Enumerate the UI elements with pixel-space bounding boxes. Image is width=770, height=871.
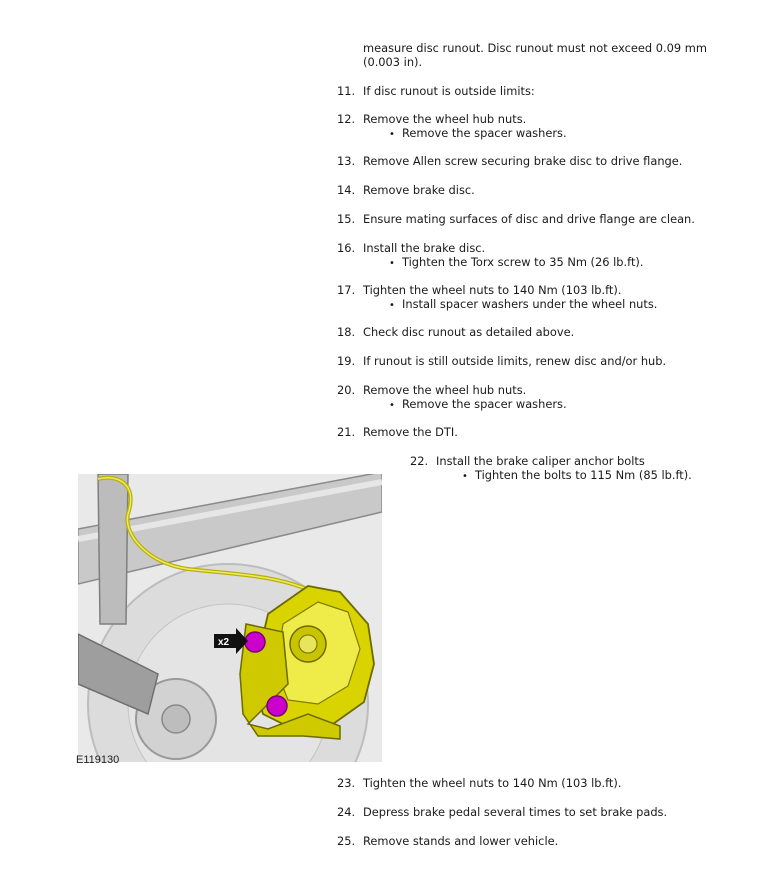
continuation-line-1: measure disc runout. Disc runout must not exceed 0.09 mm xyxy=(363,41,707,55)
step-text: Remove stands and lower vehicle. xyxy=(363,834,559,848)
step-number: 12. xyxy=(337,112,356,126)
step-10-continuation xyxy=(363,41,753,69)
step-number: 13. xyxy=(337,154,356,168)
step-text: If runout is still outside limits, renew disc and/or hub. xyxy=(363,354,667,368)
anchor-bolt-lower xyxy=(267,696,287,716)
step-text: Remove brake disc. xyxy=(363,183,475,197)
step-number: 16. xyxy=(337,241,356,255)
step-22 xyxy=(410,454,770,484)
step-text: Remove the DTI. xyxy=(363,425,458,439)
step-number: 21. xyxy=(337,425,356,439)
step-text: Check disc runout as detailed above. xyxy=(363,325,575,339)
sub-step-bullet: • Tighten the bolts to 115 Nm (85 lb.ft). xyxy=(410,468,770,484)
step-12 xyxy=(337,112,757,142)
step-text: Remove Allen screw securing brake disc to drive flange. xyxy=(363,154,683,168)
callout-label: x2 xyxy=(218,637,230,648)
step-15 xyxy=(337,212,757,226)
step-number: 23. xyxy=(337,776,356,790)
step-16 xyxy=(337,241,757,271)
step-number: 24. xyxy=(337,805,356,819)
step-24 xyxy=(337,805,757,819)
brake-caliper-illustration xyxy=(78,474,382,762)
sub-step-bullet: • Install spacer washers under the wheel nuts. xyxy=(337,297,757,313)
step-number: 25. xyxy=(337,834,356,848)
sub-step-bullet: • Tighten the Torx screw to 35 Nm (26 lb.ft). xyxy=(337,255,757,271)
step-text: Install the brake disc. xyxy=(363,241,486,255)
sub-step-bullet: • Remove the spacer washers. xyxy=(337,126,757,142)
step-text: Remove the wheel hub nuts. xyxy=(363,112,527,126)
step-text: If disc runout is outside limits: xyxy=(363,84,535,98)
anchor-bolt-upper xyxy=(245,632,265,652)
step-number: 17. xyxy=(337,283,356,297)
step-text: Remove the wheel hub nuts. xyxy=(363,383,527,397)
step-text: Tighten the wheel nuts to 140 Nm (103 lb.ft). xyxy=(363,776,622,790)
step-13 xyxy=(337,154,757,168)
step-text: Ensure mating surfaces of disc and drive flange are clean. xyxy=(363,212,695,226)
step-17 xyxy=(337,283,757,313)
step-14 xyxy=(337,183,757,197)
step-number: 11. xyxy=(337,84,356,98)
step-number: 22. xyxy=(410,454,429,468)
step-number: 15. xyxy=(337,212,356,226)
step-number: 20. xyxy=(337,383,356,397)
step-text: Install the brake caliper anchor bolts xyxy=(436,454,645,468)
figure-caption: E119130 xyxy=(76,754,120,766)
step-number: 18. xyxy=(337,325,356,339)
step-number: 19. xyxy=(337,354,356,368)
step-text: Tighten the wheel nuts to 140 Nm (103 lb.ft). xyxy=(363,283,622,297)
step-20 xyxy=(337,383,757,413)
caliper-diagram xyxy=(78,474,382,762)
step-18 xyxy=(337,325,757,339)
sub-step-bullet: • Remove the spacer washers. xyxy=(337,397,757,413)
continuation-line-2: (0.003 in). xyxy=(363,55,423,69)
step-19 xyxy=(337,354,757,368)
step-number: 14. xyxy=(337,183,356,197)
step-11 xyxy=(337,84,757,98)
step-21 xyxy=(337,425,757,439)
step-25 xyxy=(337,834,757,848)
step-23 xyxy=(337,776,757,790)
step-text: Depress brake pedal several times to set brake pads. xyxy=(363,805,668,819)
